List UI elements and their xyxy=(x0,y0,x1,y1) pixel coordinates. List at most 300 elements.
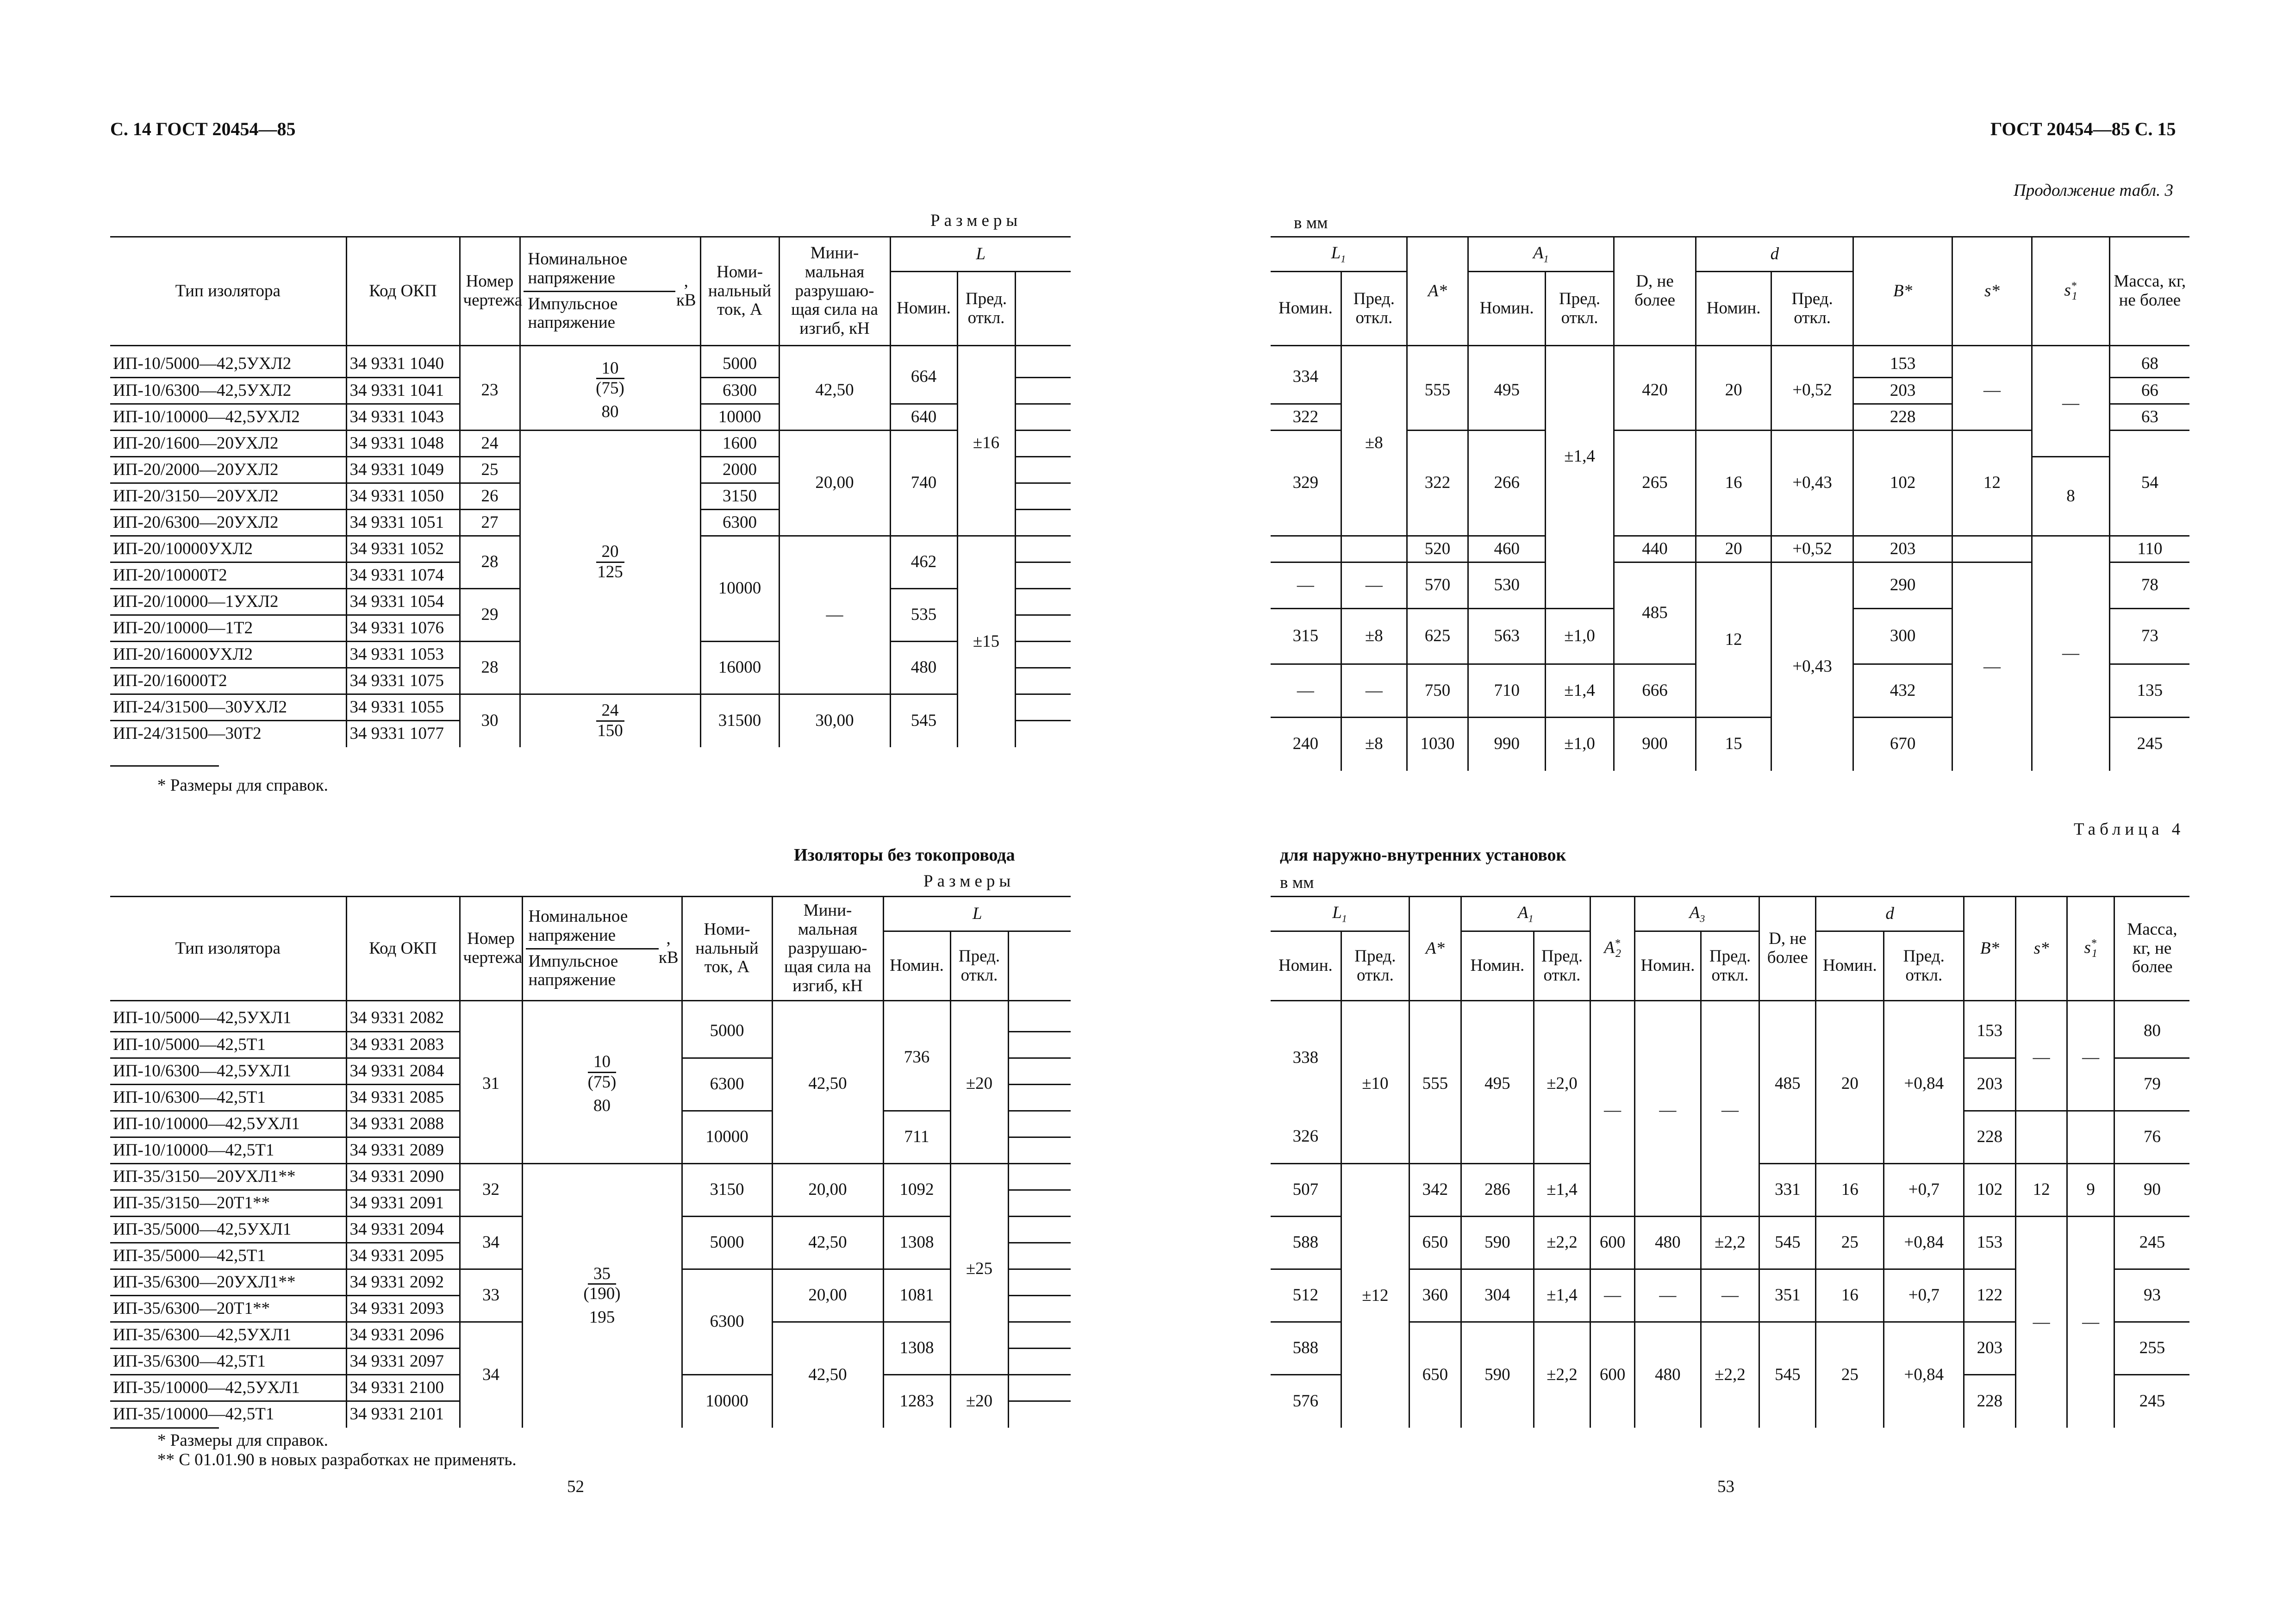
table-cell: 34 9331 2083 xyxy=(346,1032,460,1058)
col-L1-header: $L_1$ xyxy=(1271,897,1409,931)
table-cell: 16 xyxy=(1696,431,1771,536)
table-cell: 34 xyxy=(460,1322,522,1428)
footnote-reference: * Размеры для справок. xyxy=(157,776,328,795)
units-label: в мм xyxy=(1294,213,1328,232)
table-cell: 326 xyxy=(1271,1111,1341,1164)
table-cell: 245 xyxy=(2139,1391,2165,1411)
table-cell: 245 xyxy=(2137,734,2163,754)
table-cell: ИП-35/3150—20Т1** xyxy=(110,1190,346,1217)
table-cell: 15 xyxy=(1696,718,1771,771)
table-cell: 24 xyxy=(460,431,520,457)
col-A1-header: $A_1$ xyxy=(1461,897,1590,931)
table-cell: 20 xyxy=(1696,536,1771,562)
table-cell: 34 9331 1041 xyxy=(346,378,460,404)
table-cell: ИП-35/5000—42,5Т1 xyxy=(110,1243,346,1269)
table-cell: 20 xyxy=(1816,1006,1884,1164)
table-cell: — xyxy=(2032,351,2110,457)
col-drawing-header: Номер чертежа xyxy=(460,897,522,1001)
table-cell: ±1,4 xyxy=(1546,664,1614,718)
voltage-fraction: 10 (75) 80 xyxy=(520,351,700,431)
table-cell: ИП-10/6300—42,5Т1 xyxy=(110,1085,346,1111)
col-code-header: Код ОКП xyxy=(346,897,460,1001)
table-cell: — xyxy=(1341,664,1407,718)
table-cell: 12 xyxy=(1696,562,1771,718)
table-cell: 6300 xyxy=(700,510,779,536)
table-cell: 329 xyxy=(1271,431,1341,536)
table-cell: 122 xyxy=(1964,1269,2016,1322)
col-s-header: s* xyxy=(1952,237,2032,346)
table-cell: 26 xyxy=(460,483,520,510)
table-cell: 63 xyxy=(2109,404,2189,431)
table-cell: 20,00 xyxy=(779,431,890,536)
table-title-right: для наружно-внутренних установок xyxy=(1280,845,1566,865)
table-cell: 322 xyxy=(1407,431,1468,536)
col-tol-header: Пред. откл. xyxy=(1534,931,1590,1001)
table-cell: 33 xyxy=(460,1269,522,1322)
col-mass-header: Масса, кг, не более xyxy=(2127,919,2177,977)
col-nom-header: Номин. xyxy=(1635,931,1701,1001)
table-cell: ±1,4 xyxy=(1546,351,1614,562)
table-cell: 34 9331 2082 xyxy=(346,1006,460,1032)
voltage-fraction: 20 125 xyxy=(520,431,700,694)
col-nom-header: Номин. xyxy=(1271,931,1341,1001)
col-voltage-header: Номинальное напряжение Импульсное напряжение , кВ xyxy=(522,897,682,1001)
table-cell: ИП-35/10000—42,5Т1 xyxy=(110,1401,346,1428)
table-cell: 28 xyxy=(460,536,520,589)
table-cell: ±15 xyxy=(957,536,1015,747)
table-cell: +0,84 xyxy=(1884,1322,1964,1428)
table-cell: 29 xyxy=(460,589,520,642)
col-B-header: B* xyxy=(1853,237,1952,346)
table-cell: 6300 xyxy=(700,378,779,404)
table-cell: 625 xyxy=(1407,609,1468,664)
table-cell: 34 9331 1040 xyxy=(346,351,460,378)
col-code-header: Код ОКП xyxy=(346,237,460,346)
table-cell: 480 xyxy=(1635,1322,1701,1428)
table-cell: 342 xyxy=(1409,1164,1461,1217)
table-cell: 23 xyxy=(460,351,520,431)
table-cell: 588 xyxy=(1271,1322,1341,1375)
table-cell: — xyxy=(1635,1006,1701,1217)
table-cell: +0,84 xyxy=(1884,1217,1964,1269)
table-cell: 34 9331 1055 xyxy=(346,694,460,721)
table-cell: 10000 xyxy=(700,404,779,431)
col-tol-header: Пред. откл. xyxy=(1771,272,1853,346)
table-cell: 640 xyxy=(890,404,957,431)
table-cell: +0,43 xyxy=(1771,431,1853,536)
table-cell: 570 xyxy=(1407,562,1468,609)
table-cell: 25 xyxy=(1816,1322,1884,1428)
table-cell: — xyxy=(1635,1269,1701,1322)
table-cell: 900 xyxy=(1614,718,1696,771)
table-cell: 203 xyxy=(1964,1322,2016,1375)
table-cell: ±2,2 xyxy=(1534,1322,1590,1428)
table-cell: 9 xyxy=(2067,1164,2114,1217)
table-cell: ИП-10/5000—42,5УХЛ1 xyxy=(110,1006,346,1032)
table-cell: ИП-20/10000—1УХЛ2 xyxy=(110,589,346,615)
table-cell: ИП-10/10000—42,5УХЛ2 xyxy=(110,404,346,431)
table-cell: ИП-35/10000—42,5УХЛ1 xyxy=(110,1375,346,1401)
table-cell: 338 xyxy=(1271,1006,1341,1111)
table-cell: 228 xyxy=(1853,404,1952,431)
table-cell: 240 xyxy=(1271,718,1341,771)
table-cell: 590 xyxy=(1461,1322,1534,1428)
table-cell: 670 xyxy=(1853,718,1952,771)
col-A-header: A* xyxy=(1407,237,1468,346)
table-cell: 304 xyxy=(1461,1269,1534,1322)
table-cell: 66 xyxy=(2109,378,2189,404)
table-cell: 480 xyxy=(1635,1217,1701,1269)
table-cell: 34 9331 1053 xyxy=(346,642,460,668)
page-number-right: 53 xyxy=(1717,1477,1734,1496)
table-cell: 664 xyxy=(890,351,957,404)
table-cell: 153 xyxy=(1964,1217,2016,1269)
table-cell: — xyxy=(1271,562,1341,609)
table-cell: ИП-20/1600—20УХЛ2 xyxy=(110,431,346,457)
table-cell: 93 xyxy=(2114,1269,2189,1322)
table-cell: 34 9331 2095 xyxy=(346,1243,460,1269)
col-tol-header: Пред. откл. xyxy=(1341,272,1407,346)
units-label: в мм xyxy=(1280,873,1314,892)
col-tol-header: Пред. откл. xyxy=(1341,931,1409,1001)
table-cell: 3150 xyxy=(682,1164,772,1217)
table-cell: 485 xyxy=(1759,1006,1816,1164)
table-cell: 16000 xyxy=(700,642,779,694)
table-cell: 520 xyxy=(1407,536,1468,562)
table-cell: 588 xyxy=(1271,1217,1341,1269)
table-cell: 34 9331 1043 xyxy=(346,404,460,431)
table-cell: 600 xyxy=(1590,1217,1634,1269)
col-A1-header: $A_1$ xyxy=(1468,237,1614,272)
table-cell: 42,50 xyxy=(772,1322,883,1428)
table-cell: 255 xyxy=(2114,1322,2189,1375)
table-cell: 34 9331 1076 xyxy=(346,615,460,642)
table-cell: ±2,2 xyxy=(1701,1322,1759,1428)
table-cell: 27 xyxy=(460,510,520,536)
table-cell: ИП-35/6300—42,5УХЛ1 xyxy=(110,1322,346,1349)
table-cell: 334 xyxy=(1271,351,1341,404)
table-cell: 135 xyxy=(2109,664,2189,718)
table-cell: 203 xyxy=(1964,1058,2016,1111)
table-cell: 90 xyxy=(2114,1164,2189,1217)
table-cell: +0,84 xyxy=(1884,1006,1964,1164)
col-tol-header: Пред. откл. xyxy=(1701,931,1759,1001)
table-cell: ±2,2 xyxy=(1701,1217,1759,1269)
table-cell: ИП-20/3150—20УХЛ2 xyxy=(110,483,346,510)
table-cell: 153 xyxy=(1964,1006,2016,1058)
table-cell: 711 xyxy=(883,1111,950,1164)
table-cell: ±1,0 xyxy=(1546,609,1614,664)
voltage-fraction: 35 (190) 195 xyxy=(522,1164,682,1428)
table-cell: 290 xyxy=(1853,562,1952,609)
table-cell: 6300 xyxy=(682,1269,772,1375)
table-cell: 507 xyxy=(1271,1164,1341,1217)
table-cell: 480 xyxy=(890,642,957,694)
table-cell: 12 xyxy=(2015,1164,2067,1217)
table-cell: 1308 xyxy=(883,1322,950,1375)
col-s-header: s* xyxy=(2015,897,2067,1001)
table-cell: 203 xyxy=(1853,536,1952,562)
table-cell: ±8 xyxy=(1341,609,1407,664)
table-cell: 228 xyxy=(1964,1111,2016,1164)
table-cell: 34 9331 1052 xyxy=(346,536,460,562)
table-cell: +0,43 xyxy=(1771,562,1853,771)
table-title-left: Изоляторы без токопровода xyxy=(794,845,1015,865)
table-cell: 460 xyxy=(1468,536,1546,562)
table-cell: 32 xyxy=(460,1164,522,1217)
table-cell: 102 xyxy=(1964,1164,2016,1217)
table-cell: 34 xyxy=(460,1217,522,1269)
col-nom-header: Номин. xyxy=(1461,931,1534,1001)
table-cell: 1600 xyxy=(700,431,779,457)
table-cell: ±20 xyxy=(950,1375,1008,1428)
table-cell: 8 xyxy=(2032,457,2110,536)
col-tol-header: Пред. откл. xyxy=(1546,272,1614,346)
col-type-header: Тип изолятора xyxy=(110,237,346,346)
table-cell: ИП-35/5000—42,5УХЛ1 xyxy=(110,1217,346,1243)
table-cell: 25 xyxy=(460,457,520,483)
table-cell: 20,00 xyxy=(772,1269,883,1322)
table-cell: 102 xyxy=(1853,431,1952,536)
table-cell: ИП-35/6300—42,5Т1 xyxy=(110,1349,346,1375)
table-cell: ±2,2 xyxy=(1534,1217,1590,1269)
table-cell: 535 xyxy=(890,589,957,642)
table-cell: 5000 xyxy=(700,351,779,378)
page-header-right: ГОСТ 20454—85 С. 15 xyxy=(1990,119,2176,139)
table-cell: — xyxy=(779,536,890,694)
table-cell: 563 xyxy=(1468,609,1546,664)
table-cell: — xyxy=(1341,562,1407,609)
col-s1-header: $s^*_1$ xyxy=(2032,237,2110,346)
table-cell: 650 xyxy=(1409,1322,1461,1428)
table-cell: +0,7 xyxy=(1884,1269,1964,1322)
table-cell: 360 xyxy=(1409,1269,1461,1322)
table-cell: 34 9331 2096 xyxy=(346,1322,460,1349)
table-cell: 30,00 xyxy=(779,694,890,747)
table-cell: ИП-10/10000—42,5Т1 xyxy=(110,1137,346,1164)
table-cell: ИП-20/16000УХЛ2 xyxy=(110,642,346,668)
table-cell: 10000 xyxy=(682,1111,772,1164)
table-cell: 576 xyxy=(1271,1375,1341,1428)
table-cell: — xyxy=(2067,1217,2114,1428)
table-number-label: Таблица 4 xyxy=(2074,820,2185,839)
col-s1-header: $s^*_1$ xyxy=(2067,897,2114,1001)
col-A-header: A* xyxy=(1409,897,1461,1001)
table-cell: 5000 xyxy=(682,1006,772,1058)
table-cell: ИП-35/6300—20Т1** xyxy=(110,1296,346,1322)
table-cell: 432 xyxy=(1853,664,1952,718)
col-nom-header: Номин. xyxy=(1271,272,1341,346)
table-cell: ИП-10/6300—42,5УХЛ2 xyxy=(110,378,346,404)
col-current-header: Номи-нальный ток, А xyxy=(700,237,779,346)
table-cell: 736 xyxy=(883,1006,950,1111)
table-cell: 34 9331 2097 xyxy=(346,1349,460,1375)
table1-right xyxy=(1271,236,2189,771)
table-cell: 351 xyxy=(1759,1269,1816,1322)
table-cell: 31 xyxy=(460,1006,522,1164)
col-mass-header: Масса, кг, не более xyxy=(2114,272,2186,310)
table-cell: — xyxy=(1590,1006,1634,1217)
table-cell: 34 9331 2088 xyxy=(346,1111,460,1137)
table-cell: — xyxy=(1952,562,2032,771)
footnote-rule xyxy=(110,765,219,767)
col-drawing-header: Номер чертежа xyxy=(460,237,520,346)
table-cell: 20,00 xyxy=(772,1164,883,1217)
table-cell: 1081 xyxy=(883,1269,950,1322)
table-cell: ИП-24/31500—30УХЛ2 xyxy=(110,694,346,721)
col-nom-header: Номин. xyxy=(1468,272,1546,346)
table-cell: ИП-20/10000Т2 xyxy=(110,562,346,589)
voltage-fraction: 10 (75) 80 xyxy=(522,1006,682,1164)
table-cell: — xyxy=(1590,1269,1634,1322)
table-cell: 34 9331 2101 xyxy=(346,1401,460,1428)
table-cell: 300 xyxy=(1853,609,1952,664)
voltage-fraction: 24 150 xyxy=(520,694,700,747)
continuation-label: Продолжение табл. 3 xyxy=(2014,181,2174,200)
table-cell: 710 xyxy=(1468,664,1546,718)
table-cell: 76 xyxy=(2114,1111,2189,1164)
table-cell: ИП-24/31500—30Т2 xyxy=(110,721,346,747)
table-cell: 545 xyxy=(890,694,957,747)
table-cell: 1030 xyxy=(1407,718,1468,771)
table-cell: ±1,4 xyxy=(1534,1164,1590,1217)
table-cell: 34 9331 1051 xyxy=(346,510,460,536)
table-cell: 2000 xyxy=(700,457,779,483)
table-cell: 34 9331 2094 xyxy=(346,1217,460,1243)
col-D-header: D, не более xyxy=(1759,897,1816,1001)
table-cell: ИП-10/5000—42,5Т1 xyxy=(110,1032,346,1058)
table-cell: 545 xyxy=(1759,1217,1816,1269)
sizes-label: Размеры xyxy=(930,211,1022,230)
footnote-reference: * Размеры для справок. xyxy=(157,1431,328,1450)
table-cell: 34 9331 2093 xyxy=(346,1296,460,1322)
table-cell: 740 xyxy=(890,431,957,536)
col-A2-header: $A^*_2$ xyxy=(1590,897,1634,1001)
table-cell: — xyxy=(1701,1269,1759,1322)
table-cell: 34 9331 2085 xyxy=(346,1085,460,1111)
col-L-tol-header: Пред. откл. xyxy=(950,931,1008,1001)
table-cell: +0,52 xyxy=(1771,536,1853,562)
table-cell: 1308 xyxy=(883,1217,950,1269)
table-cell: 245 xyxy=(2114,1217,2189,1269)
page-header-left: С. 14 ГОСТ 20454—85 xyxy=(110,119,296,139)
table-cell: 6300 xyxy=(682,1058,772,1111)
table-cell: 5000 xyxy=(682,1217,772,1269)
col-L-header: L xyxy=(890,237,1071,272)
table-cell: ИП-10/6300—42,5УХЛ1 xyxy=(110,1058,346,1085)
table-cell: 16 xyxy=(1816,1164,1884,1217)
table-cell: 42,50 xyxy=(772,1006,883,1164)
table-cell: 28 xyxy=(460,642,520,694)
table-cell: 265 xyxy=(1614,431,1696,536)
table2-right xyxy=(1271,896,2189,1428)
table-cell: 1092 xyxy=(883,1164,950,1217)
table-cell: 485 xyxy=(1614,562,1696,664)
table-cell: 1283 xyxy=(883,1375,950,1428)
footnote-rule xyxy=(110,1427,219,1429)
col-L-header: L xyxy=(883,897,1071,931)
col-d-header: d xyxy=(1696,237,1853,272)
table-cell: ИП-10/5000—42,5УХЛ2 xyxy=(110,351,346,378)
table-cell: 42,50 xyxy=(772,1217,883,1269)
table-cell: 650 xyxy=(1409,1217,1461,1269)
table-cell: — xyxy=(2015,1006,2067,1111)
table-cell: 286 xyxy=(1461,1164,1534,1217)
table-cell: ±8 xyxy=(1341,351,1407,536)
page-number-left: 52 xyxy=(567,1477,584,1496)
col-tol-header: Пред. откл. xyxy=(1884,931,1964,1001)
table-cell: ИП-20/10000—1Т2 xyxy=(110,615,346,642)
sizes-label: Размеры xyxy=(923,872,1015,891)
table-cell: 34 9331 1077 xyxy=(346,721,460,747)
table-cell: 34 9331 1074 xyxy=(346,562,460,589)
table-cell: 153 xyxy=(1853,351,1952,378)
table-cell: ±12 xyxy=(1341,1164,1409,1428)
table-cell: ИП-35/6300—20УХЛ1** xyxy=(110,1269,346,1296)
table-cell: +0,52 xyxy=(1771,351,1853,431)
table-cell: 34 9331 2100 xyxy=(346,1375,460,1401)
table-cell: 30 xyxy=(460,694,520,747)
col-B-header: B* xyxy=(1964,897,2016,1001)
table-cell: — xyxy=(1701,1006,1759,1217)
table-cell: 34 9331 2092 xyxy=(346,1269,460,1296)
table-cell: — xyxy=(2067,1006,2114,1111)
table-cell: ИП-20/16000Т2 xyxy=(110,668,346,694)
table-cell: 73 xyxy=(2109,609,2189,664)
table-cell: 495 xyxy=(1468,351,1546,431)
table-cell: 555 xyxy=(1407,351,1468,431)
table-cell: 34 9331 2091 xyxy=(346,1190,460,1217)
table-cell: 34 9331 1049 xyxy=(346,457,460,483)
table-cell: 990 xyxy=(1468,718,1546,771)
table-cell: 54 xyxy=(2109,431,2189,536)
col-type-header: Тип изолятора xyxy=(110,897,346,1001)
table-cell: 16 xyxy=(1816,1269,1884,1322)
table-cell: ±25 xyxy=(950,1164,1008,1375)
table-cell: 20 xyxy=(1696,351,1771,431)
col-nom-header: Номин. xyxy=(1696,272,1771,346)
table-cell: 12 xyxy=(1952,431,2032,536)
table-cell: — xyxy=(1952,351,2032,431)
table-cell: 10000 xyxy=(682,1375,772,1428)
table-cell: ИП-10/10000—42,5УХЛ1 xyxy=(110,1111,346,1137)
table-cell: 78 xyxy=(2109,562,2189,609)
table-cell: 79 xyxy=(2114,1058,2189,1111)
table-cell: 512 xyxy=(1271,1269,1341,1322)
col-L-tol-header: Пред. откл. xyxy=(957,272,1015,346)
table-cell: 266 xyxy=(1468,431,1546,536)
col-D-header: D, не более xyxy=(1614,237,1696,346)
table-cell: 420 xyxy=(1614,351,1696,431)
col-current-header: Номи-нальный ток, А xyxy=(682,897,772,1001)
table-cell: +0,7 xyxy=(1884,1164,1964,1217)
col-L-nom-header: Номин. xyxy=(883,931,950,1001)
table-cell: 25 xyxy=(1816,1217,1884,1269)
table-cell: ±2,0 xyxy=(1534,1006,1590,1164)
table-cell: ±8 xyxy=(1341,718,1407,771)
table-cell: 34 9331 1048 xyxy=(346,431,460,457)
table-cell: 495 xyxy=(1461,1006,1534,1164)
table-cell: 590 xyxy=(1461,1217,1534,1269)
table-cell: — xyxy=(2032,536,2110,771)
table-cell: ±1,4 xyxy=(1534,1269,1590,1322)
table-cell: 750 xyxy=(1407,664,1468,718)
table-cell: 228 xyxy=(1964,1375,2016,1428)
col-L1-header: $L_1$ xyxy=(1271,237,1407,272)
table-cell: 530 xyxy=(1468,562,1546,609)
table-cell: 331 xyxy=(1759,1164,1816,1217)
table-cell: 34 9331 2090 xyxy=(346,1164,460,1190)
